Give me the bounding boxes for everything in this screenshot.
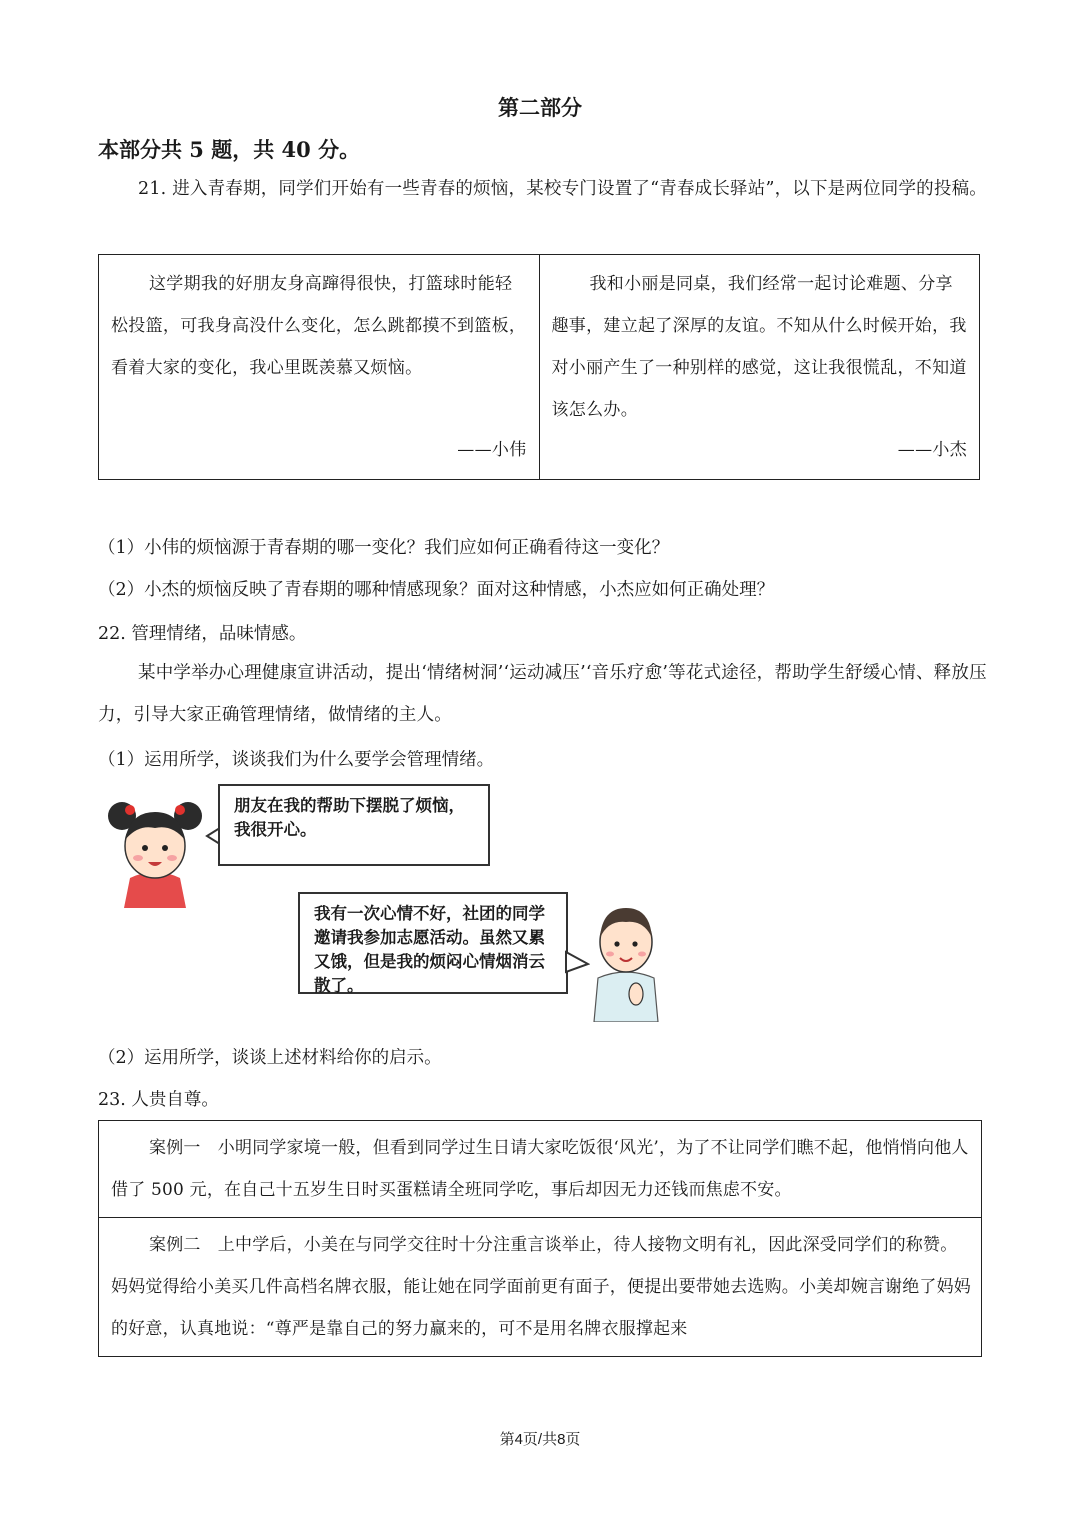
section-title: 第二部分: [498, 95, 582, 120]
q23-case1: 案例一 小明同学家境一般，但看到同学过生日请大家吃饭很‘风光’，为了不让同学们瞧不起，他悄悄向他人借了 500 元，在自己十五岁生日时买蛋糕请全班同学吃，事后却因无力还钱而焦虑不安。: [111, 1138, 969, 1200]
q21-sub2: （2）小杰的烦恼反映了青春期的哪种情感现象？面对这种情感，小杰应如何正确处理？: [98, 580, 775, 600]
boy-icon: [586, 898, 666, 1022]
q22-material: 某中学举办心理健康宣讲活动，提出‘情绪树洞’‘运动减压’‘音乐疗愈’等花式途径，帮助学生舒缓心情、释放压力，引导大家正确管理情绪，做情绪的主人。: [98, 663, 987, 725]
section-intro: 本部分共 5 题，共 40 分。: [98, 137, 361, 162]
q21-right-author: ——小杰: [897, 440, 967, 460]
q22-stem: 22. 管理情绪，品味情感。: [98, 624, 307, 644]
boy-speech-bubble: 我有一次心情不好，社团的同学邀请我参加志愿活动。虽然又累又饿，但是我的烦闷心情烟消云散了。: [298, 892, 568, 994]
q21-left-text: 这学期我的好朋友身高蹿得很快，打篮球时能轻松投篮，可我身高没什么变化，怎么跳都摸不到篮板，看着大家的变化，我心里既羡慕又烦恼。: [111, 274, 527, 378]
q21-right-box: [539, 255, 980, 479]
q21-left-author: ——小伟: [457, 440, 527, 460]
q23-case2: 案例二 上中学后，小美在与同学交往时十分注重言谈举止，待人接物文明有礼，因此深受同学们的称赞。妈妈觉得给小美买几件高档名牌衣服，能让她在同学面前更有面子，便提出要带她去选购。小美却婉言谢绝了妈妈的好意，认真地说：“尊严是靠自己的努力赢来的，可不是用名牌衣服撑起来: [99, 1217, 981, 1356]
q21-right-text: 我和小丽是同桌，我们经常一起讨论难题、分享趣事，建立起了深厚的友谊。不知从什么时候开始，我对小丽产生了一种别样的感觉，这让我很慌乱，不知道该怎么办。: [551, 274, 967, 420]
girl-icon: [100, 788, 210, 908]
q22-sub1: （1）运用所学，谈谈我们为什么要学会管理情绪。: [98, 750, 495, 770]
q21-sub1: （1）小伟的烦恼源于青春期的哪一变化？我们应如何正确看待这一变化？: [98, 538, 670, 558]
q22-sub2: （2）运用所学，谈谈上述材料给你的启示。: [98, 1048, 442, 1068]
q21-left-box: [99, 255, 539, 479]
girl-speech-bubble: 朋友在我的帮助下摆脱了烦恼，我很开心。: [218, 784, 490, 866]
q21-stem: 21. 进入青春期，同学们开始有一些青春的烦恼，某校专门设置了“青春成长驿站”，以下是两位同学的投稿。: [138, 179, 987, 199]
page-footer: 第4页/共8页: [499, 1431, 581, 1448]
q23-stem: 23. 人贵自尊。: [98, 1090, 219, 1110]
q23-cases-table: [98, 1120, 982, 1357]
q21-submissions-table: [98, 254, 980, 480]
